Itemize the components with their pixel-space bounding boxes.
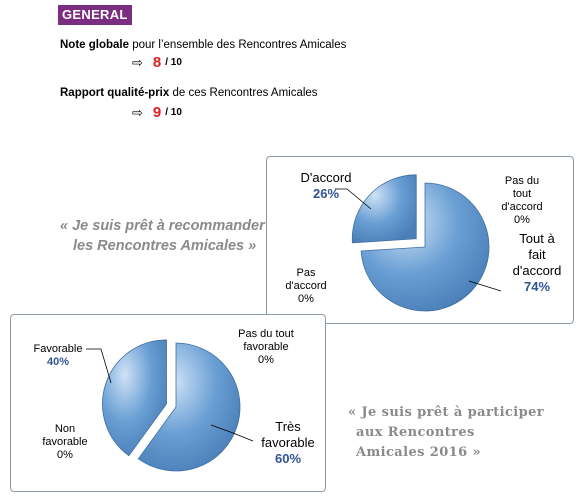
label-tres-favorable: [251, 419, 325, 467]
rating-label-rest: pour l’ensemble des Rencontres Amicales: [129, 39, 347, 51]
slice-percent: 74%: [523, 279, 551, 294]
rating-label-bold: Rapport qualité-prix: [60, 87, 170, 99]
pie-chart-participate: [10, 314, 326, 492]
slice-percent: 0%: [258, 354, 274, 366]
slice-percent: 0%: [57, 449, 73, 461]
section-badge: GENERAL: [58, 5, 132, 25]
label-daccord: [293, 170, 359, 202]
slice-label: Pas du: [504, 175, 540, 187]
pie-slice-1: [352, 175, 416, 243]
rating-label-global: [60, 39, 346, 51]
pie-chart-recommend: [266, 156, 574, 324]
rating-score-global: [132, 54, 182, 71]
slice-percent: 0%: [514, 214, 530, 226]
quote-line: les Rencontres Amicales »: [73, 238, 257, 254]
slice-label: Non: [54, 423, 76, 435]
arrow-right-icon: ⇨: [132, 104, 143, 120]
slice-percent: 40%: [46, 356, 70, 368]
label-pas-daccord: [271, 267, 341, 306]
slice-label: D'accord: [300, 170, 352, 185]
slice-label: fait: [528, 247, 546, 262]
label-favorable: [13, 343, 103, 369]
slice-label: favorable: [243, 341, 289, 353]
slice-label: d'accord: [501, 201, 543, 213]
label-non-favorable: [29, 423, 101, 462]
rating-label-rest: de ces Rencontres Amicales: [169, 87, 318, 99]
slice-percent: 0%: [298, 293, 314, 305]
score-denominator: / 10: [165, 107, 182, 118]
quote-participate: [348, 403, 544, 463]
quote-line: aux Rencontres: [356, 425, 475, 440]
score-value: 8: [152, 54, 162, 71]
slice-label: Pas: [296, 267, 316, 279]
slice-label: d'accord: [512, 263, 562, 278]
slice-label: Très: [275, 419, 301, 434]
slice-label: tout: [512, 188, 532, 200]
slice-label: favorable: [42, 436, 88, 448]
label-pas-du-tout-favorable: [221, 328, 311, 367]
quote-recommend: [60, 216, 265, 256]
score-value: 9: [152, 104, 162, 121]
quote-line: « Je suis prêt à recommander: [60, 218, 265, 234]
arrow-right-icon: ⇨: [132, 54, 143, 70]
rating-label-value: [60, 87, 318, 99]
slice-label: Tout à: [519, 231, 555, 246]
label-pas-du-tout-daccord: [487, 175, 557, 227]
quote-line: Amicales 2016 »: [356, 445, 482, 460]
slice-label: favorable: [261, 435, 315, 450]
slice-percent: 26%: [312, 186, 340, 201]
slice-label: Favorable: [33, 343, 83, 355]
rating-label-bold: Note globale: [60, 39, 130, 51]
slice-percent: 60%: [274, 451, 302, 466]
slice-label: d'accord: [285, 280, 327, 292]
rating-score-value: [132, 104, 182, 121]
label-tout-a-fait-daccord: [505, 231, 569, 295]
score-denominator: / 10: [165, 57, 182, 68]
slice-label: Pas du tout: [238, 328, 294, 340]
quote-line: « Je suis prêt à participer: [348, 405, 545, 420]
